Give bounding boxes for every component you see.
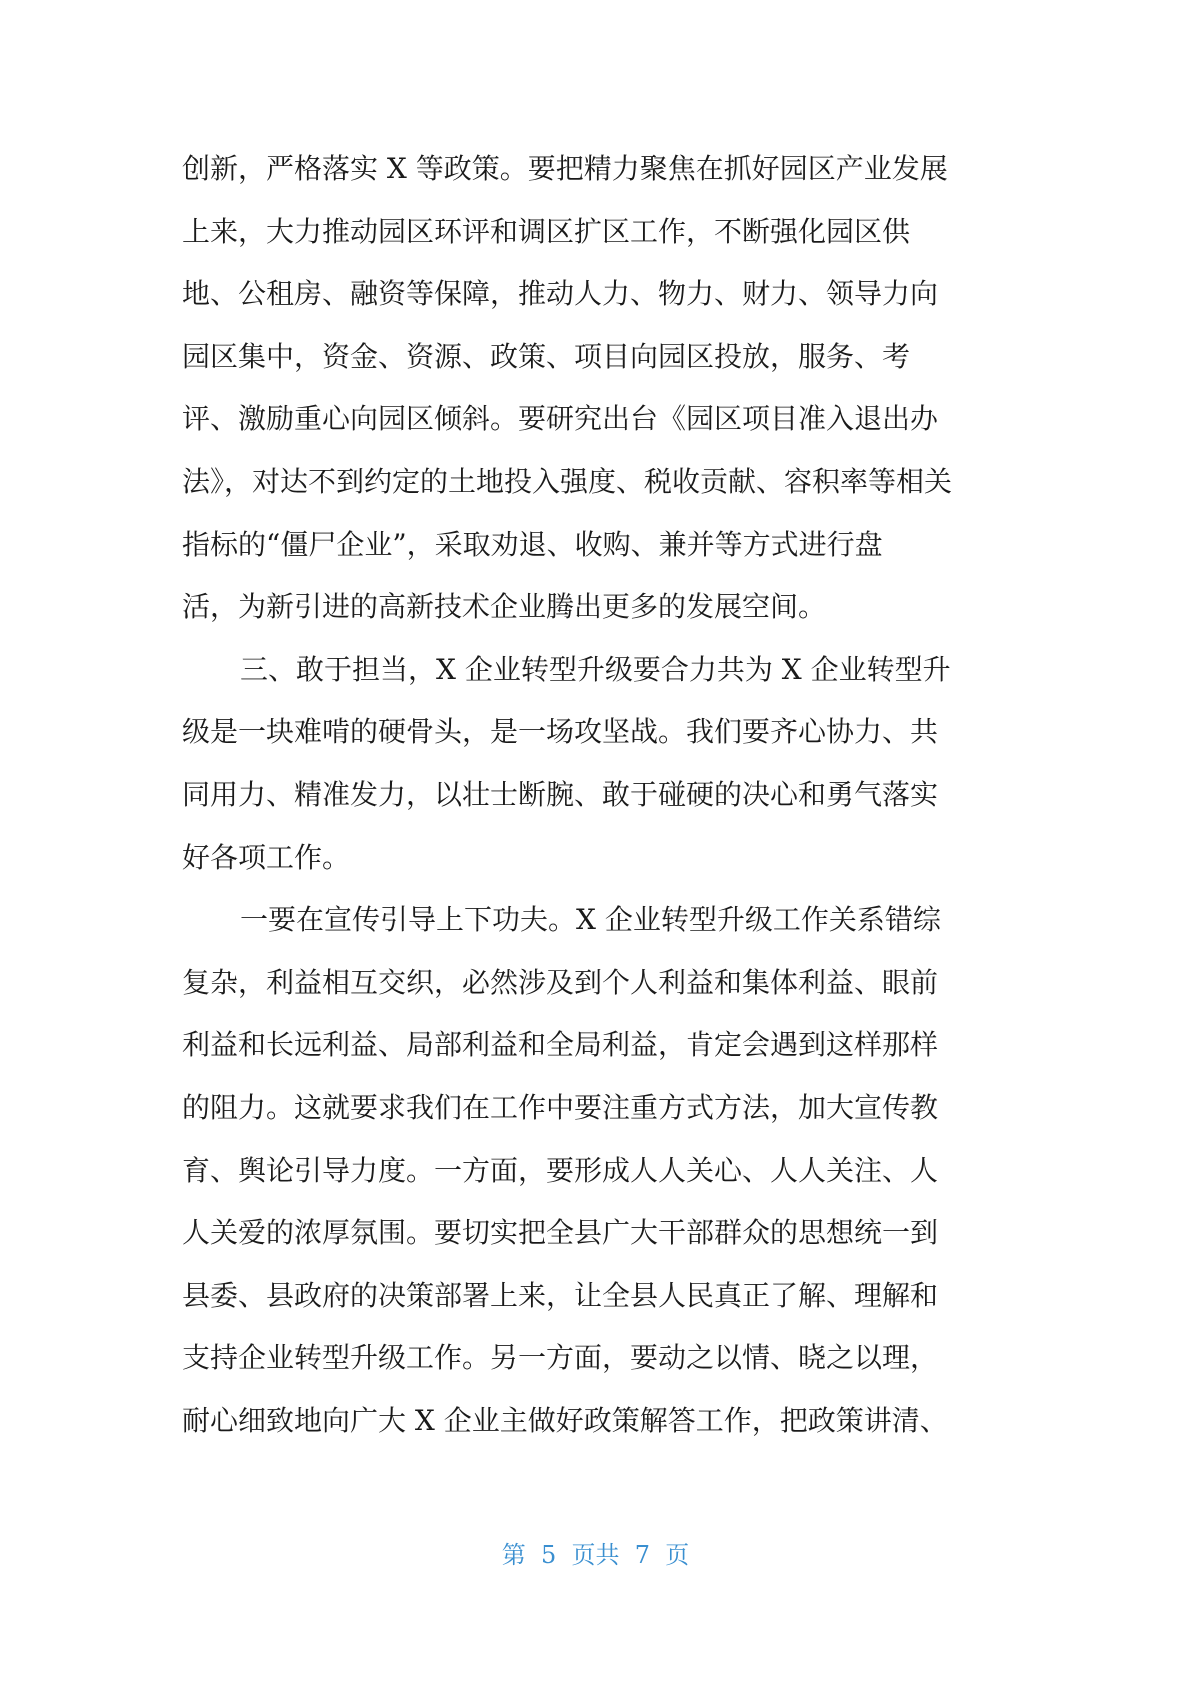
text-line: 的阻力。这就要求我们在工作中要注重方式方法，加大宣传教 xyxy=(182,1090,939,1124)
text-line: 上来，大力推动园区环评和调区扩区工作，不断强化园区供 xyxy=(182,214,911,248)
text-line: 县委、县政府的决策部署上来，让全县人民真正了解、理解和 xyxy=(182,1278,939,1312)
text-line: 评、激励重心向园区倾斜。要研究出台《园区项目准入退出办 xyxy=(182,402,939,436)
text-line: 同用力、精准发力，以壮士断腕、敢于碰硬的决心和勇气落实 xyxy=(182,777,939,811)
text-line: 耐心细致地向广大 X 企业主做好政策解答工作，把政策讲清、 xyxy=(182,1403,948,1437)
text-line: 法》，对达不到约定的土地投入强度、税收贡献、容积率等相关 xyxy=(182,464,953,498)
text-line: 支持企业转型升级工作。另一方面，要动之以情、晓之以理， xyxy=(182,1341,939,1375)
text-line: 地、公租房、融资等保障，推动人力、物力、财力、领导力向 xyxy=(182,277,939,311)
text-line: 级是一块难啃的硬骨头，是一场攻坚战。我们要齐心协力、共 xyxy=(182,715,939,749)
page-footer: 第 5 页共 7 页 xyxy=(501,1541,690,1569)
text-line: 创新，严格落实 X 等政策。要把精力聚焦在抓好园区产业发展 xyxy=(182,152,948,185)
paragraph-start-line: 一要在宣传引导上下功夫。X 企业转型升级工作关系错综 xyxy=(240,903,941,937)
section-heading-line: 三、敢于担当，X 企业转型升级要合力共为 X 企业转型升 xyxy=(240,652,951,686)
body-text xyxy=(182,138,1022,1452)
text-line: 利益和长远利益、局部利益和全局利益，肯定会遇到这样那样 xyxy=(182,1028,939,1062)
text-line: 指标的“僵尸企业”，采取劝退、收购、兼并等方式进行盘 xyxy=(182,527,883,561)
text-line: 园区集中，资金、资源、政策、项目向园区投放，服务、考 xyxy=(182,339,911,373)
text-line: 育、舆论引导力度。一方面，要形成人人关心、人人关注、人 xyxy=(182,1153,939,1187)
text-line: 复杂，利益相互交织，必然涉及到个人利益和集体利益、眼前 xyxy=(182,965,939,999)
text-line: 人关爱的浓厚氛围。要切实把全县广大干部群众的思想统一到 xyxy=(182,1216,939,1250)
text-line: 好各项工作。 xyxy=(182,840,351,874)
text-line: 活，为新引进的高新技术企业腾出更多的发展空间。 xyxy=(182,590,827,624)
